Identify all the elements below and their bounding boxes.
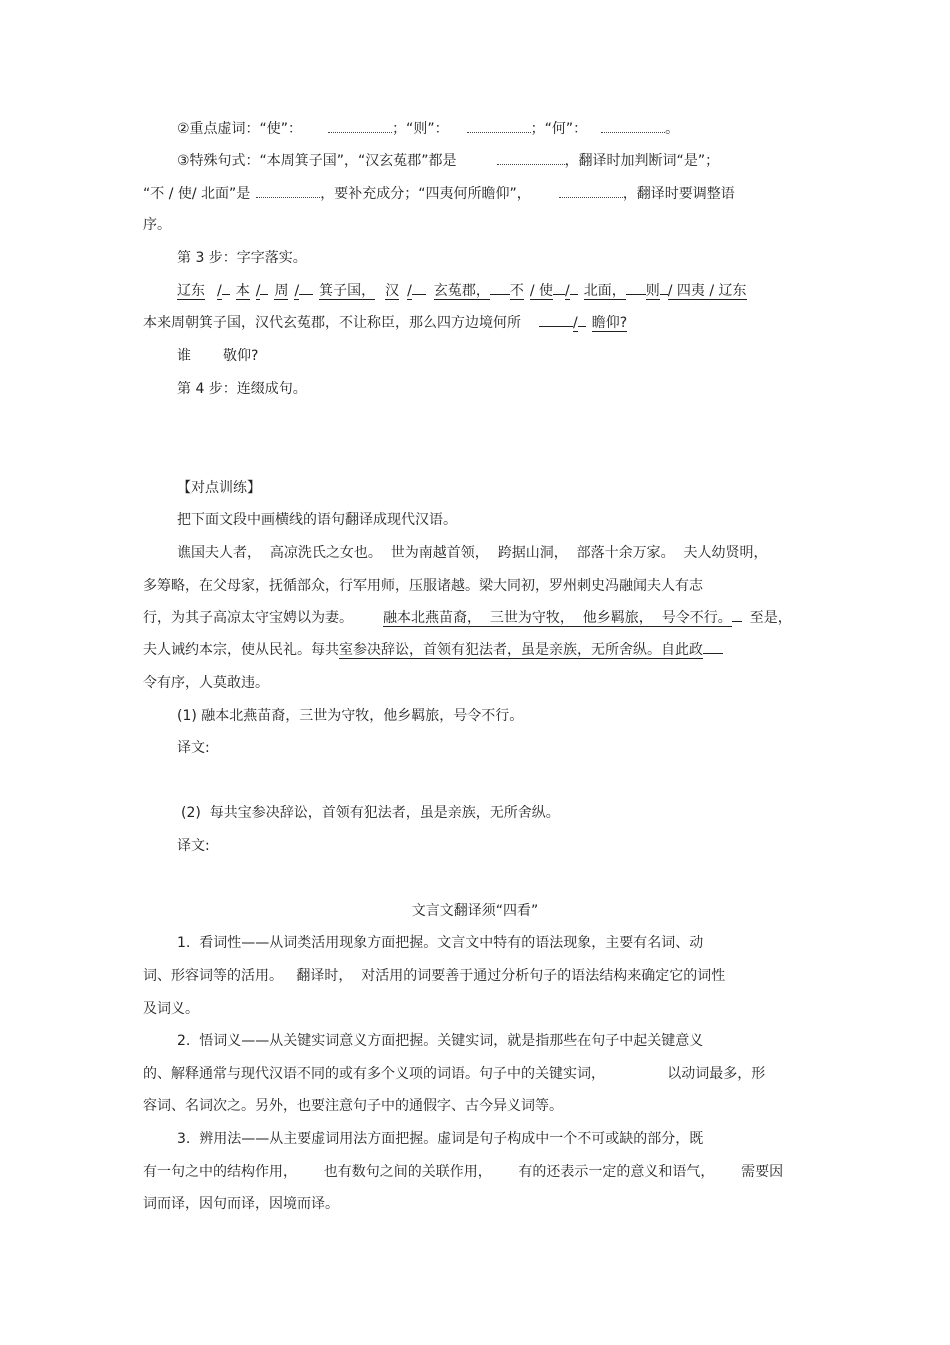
tip-2-line-1: 2. 悟词义——从关键实词意义方面把握。关键实词，就是指那些在句子中起关键意义 [177, 1033, 704, 1049]
step3-line2: 本来周朝箕子国，汉代玄菟郡，不让称臣，那么四方边境何所 / 瞻仰? [143, 315, 628, 331]
tip-2-line-2: 的、解释通常与现代汉语不同的或有多个义项的词语。句子中的关键实词， 以动词最多，形 [143, 1066, 766, 1082]
passage-line-1: 谯国夫人者， 高凉洗氏之女也。 世为南越首领， 跨据山洞， 部落十余万家。 夫人幼贤明， [177, 545, 768, 561]
answer-label-2: 译文: [177, 838, 210, 854]
blank-he[interactable] [601, 118, 665, 133]
blank-ze[interactable] [467, 118, 531, 133]
tip-3-line-2: 有一句之中的结构作用， 也有数句之间的关联作用， 有的还表示一定的意义和语气， 需要因 [143, 1164, 784, 1180]
blank-inversion[interactable] [559, 183, 623, 198]
tip-3-line-3: 词而译，因句而译，因境而译。 [143, 1196, 339, 1212]
step3-line3: 谁 敬仰? [177, 348, 259, 364]
passage-line-4: 夫人诫约本宗，使从民礼。每共室参决辞讼，首领有犯法者，虽是亲族，无所舍纵。自此政 [143, 640, 723, 660]
blank-omission[interactable] [256, 183, 320, 198]
answer-label-1: 译文: [177, 740, 210, 756]
passage-line-5: 令有序，人莫敢违。 [143, 675, 269, 691]
blank-judgment[interactable] [497, 150, 565, 165]
practice-heading: 【对点训练】 [177, 480, 261, 496]
question-1: (1) 融本北燕苗裔，三世为守牧，他乡羁旅，号令不行。 [177, 708, 524, 724]
tip-1-line-3: 及词义。 [143, 1001, 199, 1017]
tip-2-line-3: 容词、名词次之。另外，也要注意句子中的通假字、古今异义词等。 [143, 1098, 563, 1114]
xuci-line: ②重点虚词：“使”： ；“则”： ；“何”： 。 [177, 118, 679, 139]
tips-title: 文言文翻译须“四看” [411, 903, 539, 919]
step3-heading: 第 3 步：字字落实。 [177, 250, 307, 266]
blank-shi[interactable] [328, 118, 392, 133]
practice-instruction: 把下面文段中画横线的语句翻译成现代汉语。 [177, 512, 457, 528]
tip-1-line-2: 词、形容词等的活用。 翻译时， 对活用的词要善于通过分析句子的语法结构来确定它的词性 [143, 968, 726, 984]
juzi-line-3: 序。 [143, 217, 171, 233]
tip-1-line-1: 1. 看词性——从词类活用现象方面把握。文言文中特有的语法现象，主要有名词、动 [177, 935, 704, 951]
tip-3-line-1: 3. 辨用法——从主要虚词用法方面把握。虚词是句子构成中一个不可或缺的部分，既 [177, 1131, 704, 1147]
step3-words: 辽东 / 本 / 周 / 箕子国， 汉 / 玄菟郡， 不 / 使 / 北面， 则 / 四夷 / 辽东 [177, 283, 747, 299]
juzi-line-2: “不 / 使/ 北面”是 ，要补充成分；“四夷何所瞻仰”， ，翻译时要调整语 [143, 183, 735, 204]
passage-line-2: 多筹略，在父母家，抚循部众，行军用师，压服诸越。梁大同初，罗州刺史冯融闻夫人有志 [143, 578, 703, 594]
step4-heading: 第 4 步：连缀成句。 [177, 381, 307, 397]
question-2: (2) 每共宝参决辞讼，首领有犯法者，虽是亲族，无所舍纵。 [181, 805, 560, 821]
passage-line-3: 行，为其子高凉太守宝娉以为妻。 融本北燕苗裔， 三世为守牧， 他乡羁旅， 号令不行。 至是， [143, 610, 792, 626]
juzi-line-1: ③特殊句式：“本周箕子国”，“汉玄菟郡”都是 ，翻译时加判断词“是”； [177, 150, 719, 171]
